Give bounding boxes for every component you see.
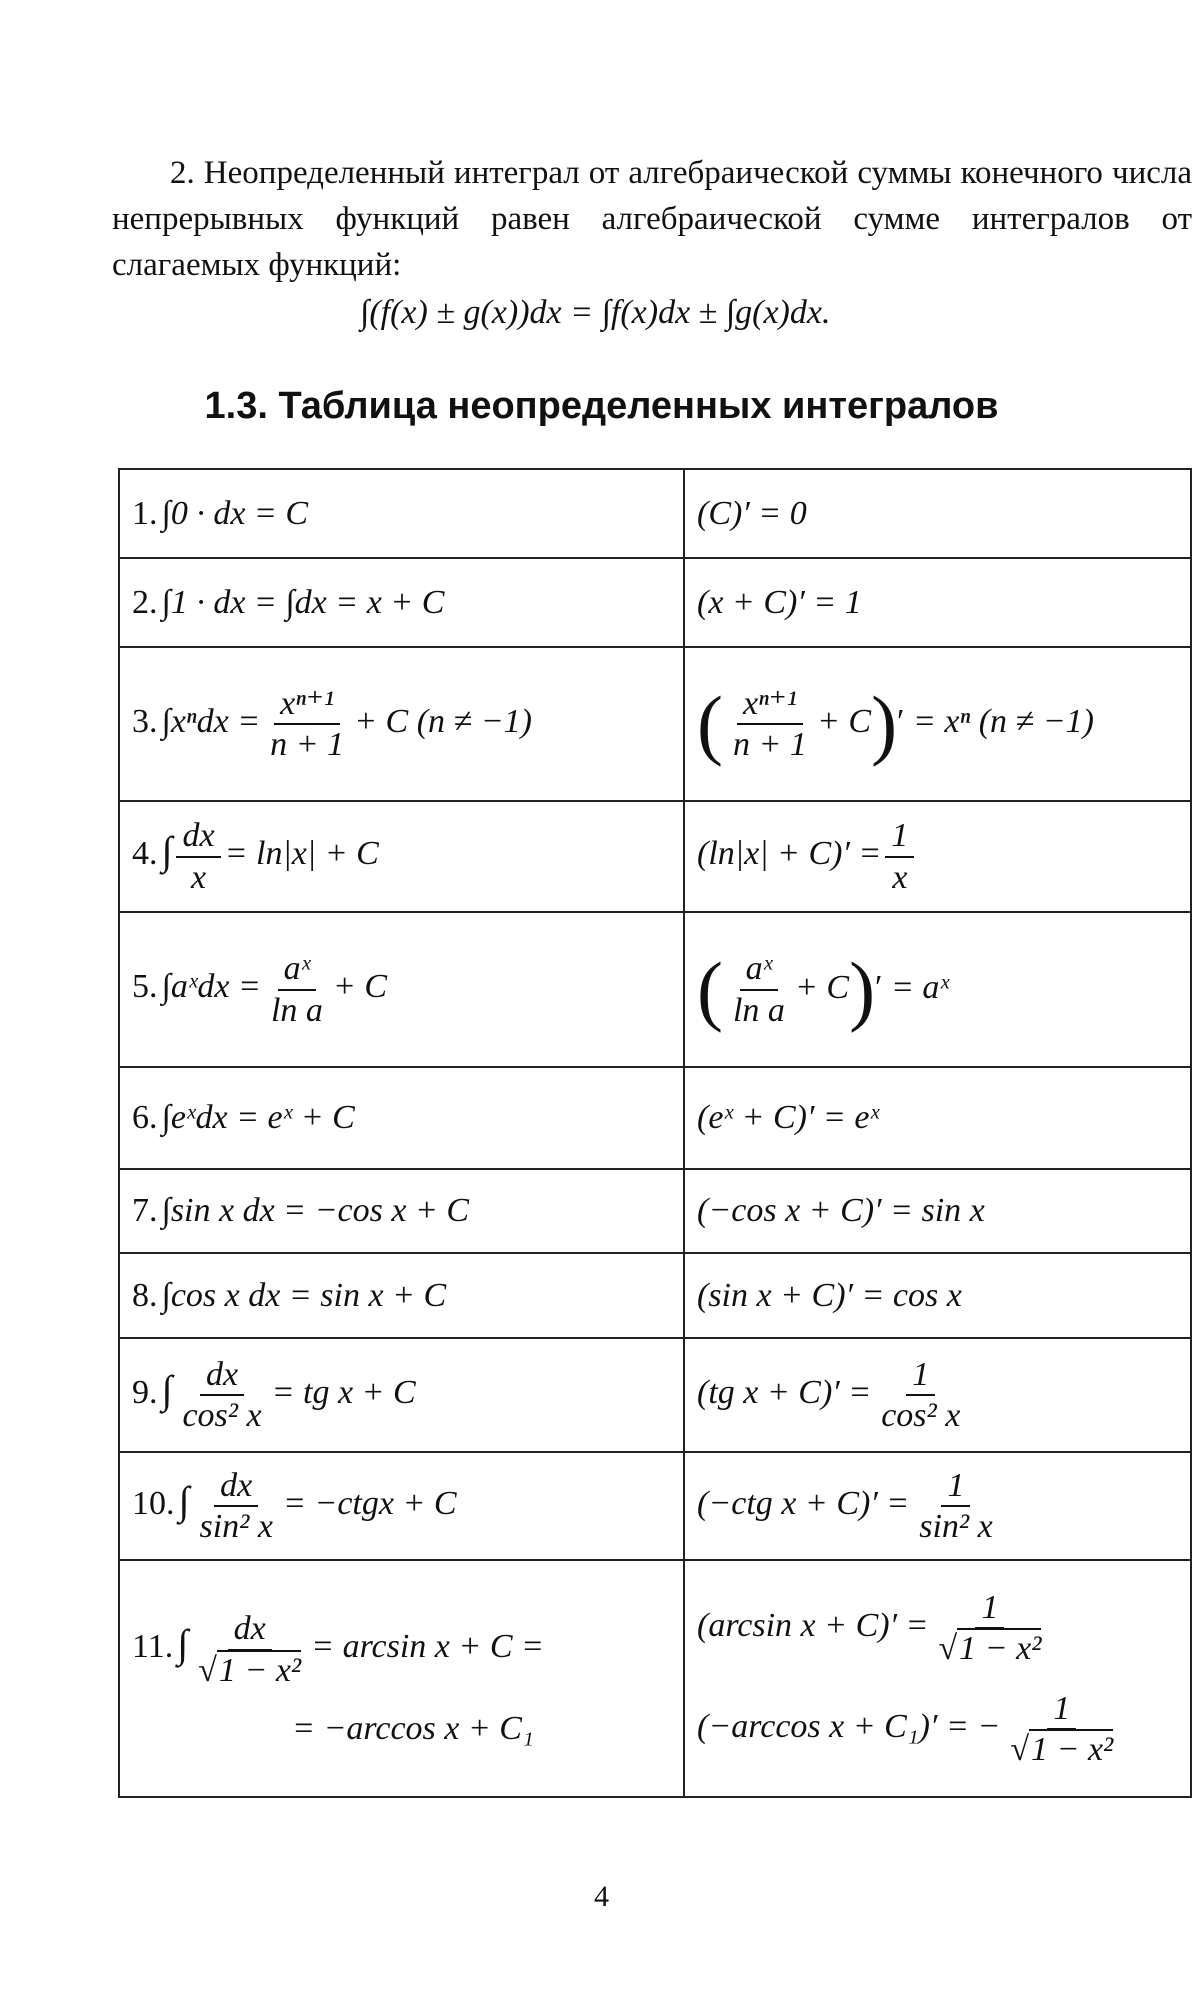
row-number: 6. bbox=[132, 1099, 158, 1136]
sqrt-sign: √ bbox=[1010, 1730, 1029, 1768]
table-row bbox=[119, 1560, 1191, 1797]
inner-term: + C bbox=[794, 968, 850, 1006]
denominator: sin² x bbox=[919, 1508, 993, 1545]
fraction bbox=[1004, 1689, 1119, 1769]
fraction bbox=[885, 816, 914, 896]
numerator: 1 bbox=[906, 1355, 935, 1396]
integral-cell bbox=[119, 1560, 684, 1797]
table-row bbox=[119, 801, 1191, 912]
derivative-cell bbox=[684, 1452, 1191, 1560]
derivative-cell bbox=[684, 469, 1191, 558]
integral-rhs: = tg x + C bbox=[271, 1373, 416, 1411]
prime-mark: ′ bbox=[875, 968, 883, 1006]
derivative-line-1 bbox=[697, 1588, 1178, 1668]
derivative-formula: (eˣ + C)′ = eˣ bbox=[697, 1099, 880, 1136]
denominator bbox=[932, 1629, 1047, 1668]
derivative-cell bbox=[684, 1560, 1191, 1797]
denominator: cos² x bbox=[881, 1397, 961, 1434]
derivative-formula: (−cos x + C)′ = sin x bbox=[697, 1192, 985, 1229]
integral-lhs: ∫aˣdx = bbox=[161, 968, 261, 1006]
numerator: 1 bbox=[885, 816, 914, 857]
table-row bbox=[119, 1067, 1191, 1169]
intro-paragraph bbox=[112, 150, 1192, 288]
denominator: n + 1 bbox=[732, 726, 807, 763]
integral-sign: ∫ bbox=[161, 828, 173, 874]
integral-formula: ∫0 · dx = C bbox=[161, 494, 309, 532]
page-number: 4 bbox=[594, 1880, 609, 1913]
integral-formula: ∫sin x dx = −cos x + C bbox=[161, 1192, 470, 1229]
integral-cell bbox=[119, 647, 684, 801]
derivative-cell bbox=[684, 912, 1191, 1067]
derivative-cell bbox=[684, 801, 1191, 912]
sum-rule-formula: ∫(f(x) ± g(x))dx = ∫f(x)dx ± ∫g(x)dx. bbox=[360, 294, 831, 331]
fraction bbox=[192, 1609, 307, 1689]
integral-sign: ∫ bbox=[161, 1366, 173, 1412]
row-number: 2. bbox=[132, 583, 158, 621]
integral-two-lines bbox=[132, 1609, 671, 1747]
left-paren: ( bbox=[697, 945, 723, 1033]
derivative-lhs: (arcsin x + C)′ = bbox=[697, 1607, 929, 1645]
numerator: xⁿ⁺¹ bbox=[737, 684, 803, 725]
denominator bbox=[192, 1651, 307, 1690]
row-number: 3. bbox=[132, 702, 158, 740]
row-number: 5. bbox=[132, 968, 158, 1006]
numerator: xⁿ⁺¹ bbox=[274, 684, 340, 725]
left-paren: ( bbox=[697, 680, 723, 767]
derivative-cell bbox=[684, 1067, 1191, 1169]
fraction bbox=[265, 949, 329, 1029]
table-row bbox=[119, 558, 1191, 647]
derivative-cell bbox=[684, 647, 1191, 801]
table-row bbox=[119, 469, 1191, 558]
numerator: 1 bbox=[1047, 1689, 1076, 1730]
table-row bbox=[119, 1169, 1191, 1253]
section-title: 1.3. Таблица неопределенных интегралов bbox=[204, 385, 999, 427]
integral-cell bbox=[119, 912, 684, 1067]
integral-sign: ∫ bbox=[178, 1477, 190, 1523]
denominator: sin² x bbox=[199, 1508, 273, 1545]
intro-text: 2. Неопределенный интеграл от алгебраической суммы конечного числа непрерывных функций равен алгебраической сумме интегралов от слагаемых функций: bbox=[112, 155, 1192, 283]
integral-cell bbox=[119, 558, 684, 647]
row-number: 9. bbox=[132, 1373, 158, 1411]
denominator: ln a bbox=[270, 991, 323, 1029]
fraction bbox=[264, 684, 350, 764]
derivative-cell bbox=[684, 558, 1191, 647]
derivative-lhs-2: (−arccos x + C₁)′ = − bbox=[697, 1707, 1001, 1745]
integral-line-1 bbox=[132, 1609, 671, 1689]
table-row bbox=[119, 647, 1191, 801]
integral-rhs: = arcsin x + C = bbox=[311, 1628, 544, 1666]
integral-rhs-line2: = −arccos x + C₁ bbox=[292, 1709, 534, 1747]
numerator: 1 bbox=[975, 1588, 1004, 1629]
fraction bbox=[727, 684, 813, 764]
row-number: 1. bbox=[132, 494, 158, 532]
integral-lhs: ∫xⁿdx = bbox=[161, 702, 261, 740]
derivative-lhs: (tg x + C)′ = bbox=[697, 1373, 872, 1411]
numerator: dx bbox=[228, 1609, 272, 1650]
derivative-two-lines bbox=[697, 1588, 1178, 1768]
derivative-cell bbox=[684, 1169, 1191, 1253]
integral-cell bbox=[119, 1452, 684, 1560]
integral-cell bbox=[119, 1169, 684, 1253]
numerator: dx bbox=[214, 1466, 258, 1507]
sqrt-argument: 1 − x² bbox=[959, 1630, 1042, 1668]
numerator: dx bbox=[176, 816, 220, 857]
numerator: aˣ bbox=[740, 949, 779, 990]
denominator: cos² x bbox=[182, 1397, 262, 1434]
row-number: 10. bbox=[132, 1484, 175, 1522]
derivative-formula: (sin x + C)′ = cos x bbox=[697, 1276, 962, 1314]
derivative-result: = aˣ bbox=[890, 968, 950, 1006]
derivative-lhs: (ln|x| + C)′ = bbox=[697, 835, 882, 873]
fraction bbox=[176, 1355, 267, 1435]
prime-mark: ′ bbox=[897, 702, 905, 740]
denominator: ln a bbox=[732, 991, 785, 1029]
denominator: x bbox=[892, 858, 908, 896]
integral-formula: ∫1 · dx = ∫dx = x + C bbox=[161, 583, 445, 621]
fraction bbox=[176, 816, 220, 896]
row-number: 4. bbox=[132, 835, 158, 873]
integral-formula: ∫cos x dx = sin x + C bbox=[161, 1276, 447, 1314]
derivative-cell bbox=[684, 1253, 1191, 1338]
table-row bbox=[119, 1338, 1191, 1452]
row-number: 7. bbox=[132, 1192, 158, 1229]
integral-rhs: = −ctgx + C bbox=[282, 1484, 457, 1522]
integral-sign: ∫ bbox=[177, 1621, 189, 1667]
derivative-formula: (C)′ = 0 bbox=[697, 494, 807, 532]
table-row bbox=[119, 1253, 1191, 1338]
inner-term: + C bbox=[816, 702, 872, 740]
derivative-result: = xⁿ (n ≠ −1) bbox=[912, 702, 1094, 740]
sqrt-sign: √ bbox=[938, 1630, 958, 1668]
integral-rhs: + C bbox=[332, 968, 388, 1006]
fraction bbox=[932, 1588, 1047, 1668]
derivative-line-2 bbox=[697, 1689, 1178, 1769]
fraction bbox=[913, 1466, 998, 1546]
table-row bbox=[119, 1452, 1191, 1560]
fraction bbox=[875, 1355, 966, 1435]
integral-line-2 bbox=[132, 1710, 671, 1748]
integral-rhs: + C (n ≠ −1) bbox=[354, 702, 532, 740]
integral-cell bbox=[119, 801, 684, 912]
integral-cell bbox=[119, 1253, 684, 1338]
fraction bbox=[727, 949, 791, 1029]
numerator: dx bbox=[200, 1355, 244, 1396]
sqrt-argument: 1 − x² bbox=[1031, 1730, 1114, 1768]
numerator: 1 bbox=[941, 1466, 970, 1507]
integral-rhs: = ln|x| + C bbox=[224, 835, 379, 873]
derivative-lhs: (−ctg x + C)′ = bbox=[697, 1484, 910, 1522]
denominator: n + 1 bbox=[270, 726, 345, 763]
right-paren: ) bbox=[849, 945, 876, 1033]
integral-table bbox=[118, 468, 1192, 1798]
integral-cell bbox=[119, 469, 684, 558]
integral-cell bbox=[119, 1067, 684, 1169]
denominator bbox=[1004, 1730, 1119, 1769]
sqrt-sign: √ bbox=[198, 1651, 217, 1689]
sqrt-argument: 1 − x² bbox=[218, 1651, 302, 1689]
row-number: 11. bbox=[132, 1628, 174, 1666]
fraction bbox=[193, 1466, 278, 1546]
integral-formula: ∫eˣdx = eˣ + C bbox=[161, 1099, 355, 1136]
right-paren: ) bbox=[871, 680, 898, 767]
derivative-cell bbox=[684, 1338, 1191, 1452]
denominator: x bbox=[190, 858, 207, 896]
row-number: 8. bbox=[132, 1276, 158, 1314]
table-row bbox=[119, 912, 1191, 1067]
derivative-formula: (x + C)′ = 1 bbox=[697, 583, 862, 621]
numerator: aˣ bbox=[278, 949, 317, 990]
integral-cell bbox=[119, 1338, 684, 1452]
